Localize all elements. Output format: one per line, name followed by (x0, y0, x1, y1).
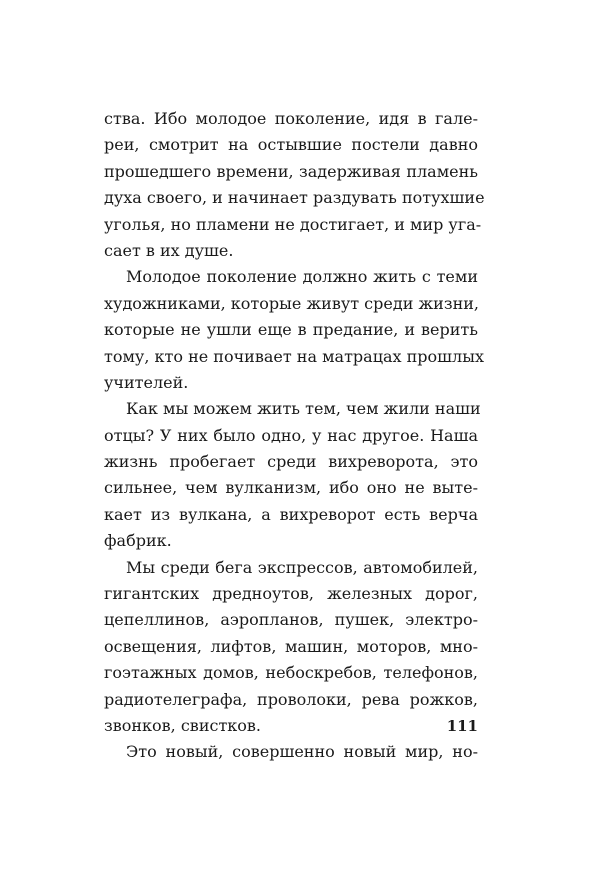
text-line: уголья, но пламени не достигает, и мир уга- (104, 214, 482, 234)
text-line: тому, кто не почивает на матрацах прошлых (104, 346, 484, 366)
text-line: сильнее, чем вулканизм, ибо оно не выте- (104, 478, 478, 498)
text-line: фабрик. (104, 531, 172, 551)
text-line: которые не ушли еще в предание, и верить (104, 320, 478, 340)
text-line: цепеллинов, аэропланов, пушек, электро- (104, 610, 478, 630)
text-line: кает из вулкана, а вихреворот есть верча (104, 504, 478, 524)
text-line: гигантских дредноутов, железных дорог, (104, 584, 478, 604)
text-line: духа своего, и начинает раздувать потухшие (104, 188, 485, 208)
page-number: 111 (446, 717, 478, 735)
text-line: прошедшего времени, задерживая пламень (104, 161, 478, 181)
text-line: радиотелеграфа, проволоки, рева рожков, (104, 689, 478, 709)
text-line: художниками, которые живут среди жизни, (104, 293, 479, 313)
paragraph-first-line: Молодое поколение должно жить с теми (126, 267, 478, 287)
paragraph-first-line: Это новый, совершенно новый мир, но- (126, 742, 478, 762)
text-line: учителей. (104, 372, 189, 392)
text-line: реи, смотрит на остывшие постели давно (104, 135, 478, 155)
text-line: сает в их душе. (104, 240, 234, 260)
text-line: жизнь пробегает среди вихреворота, это (104, 452, 478, 472)
body-text (104, 106, 485, 766)
paragraph-first-line: Мы среди бега экспрессов, автомобилей, (126, 557, 478, 577)
text-line: гоэтажных домов, небоскребов, телефонов, (104, 663, 478, 683)
paragraph-first-line: Как мы можем жить тем, чем жили наши (126, 399, 481, 419)
text-line: освещения, лифтов, машин, моторов, мно- (104, 636, 478, 656)
text-line: звонков, свистков. (104, 715, 262, 735)
text-line: отцы? У них было одно, у нас другое. Наша (104, 425, 478, 445)
text-line: ства. Ибо молодое поколение, идя в гале- (104, 109, 478, 128)
